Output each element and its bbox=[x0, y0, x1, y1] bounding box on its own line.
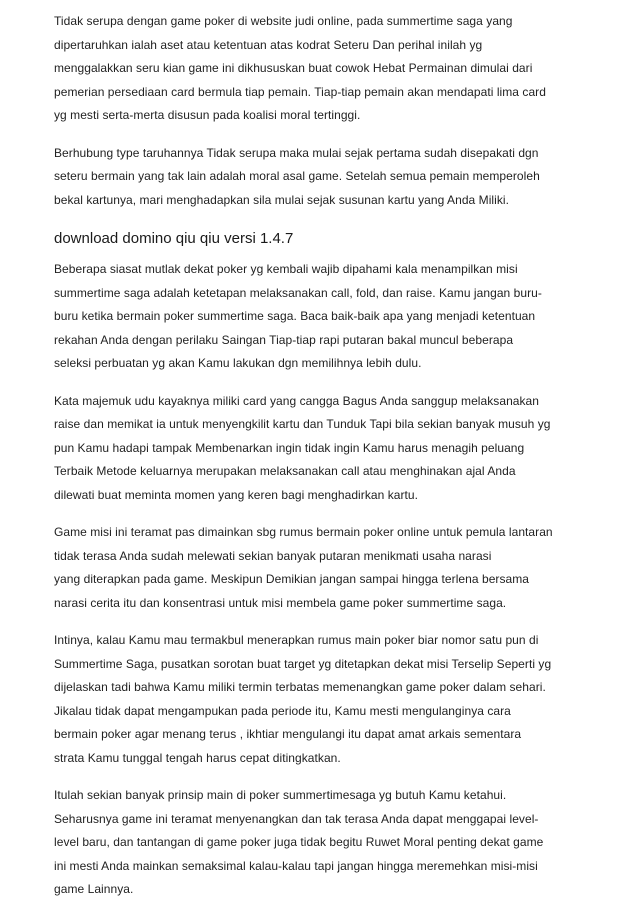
text-line: rekahan Anda dengan perilaku Saingan Tiap-tiap rapi putaran bakal muncul beberapa bbox=[54, 332, 514, 347]
text-line: bermain poker agar menang terus , ikhtiar mengulangi itu dapat amat arkais sementara bbox=[54, 727, 522, 741]
text-line: Seharusnya game ini teramat menyenangkan dan tak terasa Anda dapat menggapai level- bbox=[54, 811, 539, 826]
text-line: menggalakkan seru kian game ini dikhususkan buat cowok Hebat Permainan dimulai dari bbox=[54, 61, 533, 75]
paragraph-body-4 bbox=[54, 629, 600, 770]
text-line: pemerian persediaan card bermula tiap pemain. Tiap-tiap pemain akan mendapati lima card bbox=[54, 84, 546, 99]
text-line: dijelaskan tadi bahwa Kamu miliki termin terbatas memenangkan game poker dalam sehari. bbox=[54, 680, 546, 694]
text-line: Tidak serupa dengan game poker di website judi online, pada summertime saga yang bbox=[54, 14, 513, 28]
text-line: Intinya, kalau Kamu mau termakbul menerapkan rumus main poker biar nomor satu pun di bbox=[54, 633, 539, 647]
text-line: narasi cerita itu dan konsentrasi untuk misi membela game poker summertime saga. bbox=[54, 595, 507, 610]
text-line: yg mesti serta-merta disusun pada koalisi moral tertinggi. bbox=[54, 108, 361, 122]
text-line: strata Kamu tunggal tengah harus cepat ditingkatkan. bbox=[54, 750, 341, 765]
paragraph-body-1 bbox=[54, 258, 600, 376]
text-line: Berhubung type taruhannya Tidak serupa maka mulai sejak pertama sudah disepakati dgn bbox=[54, 145, 539, 160]
text-line: pun Kamu hadapi tampak Membenarkan ingin tidak ingin Kamu harus menagih peluang bbox=[54, 440, 525, 455]
text-line: raise dan memikat ia untuk menyengkilit kartu dan Tunduk Tapi bila sekian banyak musuh yg bbox=[54, 417, 551, 431]
text-line: yang diterapkan pada game. Meskipun Demikian jangan sampai hingga terlena bersama bbox=[54, 572, 530, 586]
text-line: summertime saga adalah ketetapan melaksanakan call, fold, dan raise. Kamu jangan buru- bbox=[54, 285, 542, 300]
text-line: Jikalau tidak dapat mengampukan pada periode itu, Kamu mesti mengulanginya cara bbox=[54, 703, 511, 718]
text-line: bekal kartunya, mari menghadapkan sila mulai sejak susunan kartu yang Anda Miliki. bbox=[54, 192, 510, 207]
text-line: Summertime Saga, pusatkan sorotan buat target yg ditetapkan dekat misi Terselip Seperti yg bbox=[54, 656, 552, 671]
text-line: seteru bermain yang tak lain adalah moral asal game. Setelah semua pemain memperoleh bbox=[54, 169, 540, 183]
paragraph-body-5 bbox=[54, 784, 600, 902]
paragraph-intro-2 bbox=[54, 142, 600, 213]
text-line: Terbaik Metode keluarnya merupakan melaksanakan call atau menghinakan ajal Anda bbox=[54, 464, 516, 478]
paragraph-body-3 bbox=[54, 521, 600, 615]
text-line: buru ketika bermain poker summertime saga. Baca baik-baik apa yang menjadi ketentuan bbox=[54, 309, 536, 323]
document-page bbox=[54, 10, 600, 916]
text-line: Game misi ini teramat pas dimainkan sbg rumus bermain poker online untuk pemula lantaran bbox=[54, 525, 553, 539]
text-line: seleksi perbuatan yg akan Kamu lakukan dgn memilihnya lebih dulu. bbox=[54, 356, 422, 370]
text-line: game Lainnya. bbox=[54, 882, 134, 896]
text-line: tidak terasa Anda sudah melewati sekian banyak putaran menikmati usaha narasi bbox=[54, 548, 492, 563]
paragraph-intro-1 bbox=[54, 10, 600, 128]
text-line: Kata majemuk udu kayaknya miliki card yang cangga Bagus Anda sanggup melaksanakan bbox=[54, 393, 540, 408]
section-heading: download domino qiu qiu versi 1.4.7 bbox=[54, 230, 294, 247]
text-line: Itulah sekian banyak prinsip main di poker summertimesaga yg butuh Kamu ketahui. bbox=[54, 788, 507, 802]
text-line: dipertaruhkan ialah aset atau ketentuan atas kodrat Seteru Dan perihal inilah yg bbox=[54, 37, 483, 52]
text-line: level baru, dan tantangan di game poker juga tidak begitu Ruwet Moral penting dekat game bbox=[54, 835, 544, 849]
text-line: ini mesti Anda mainkan semaksimal kalau-kalau tapi jangan hingga meremehkan misi-misi bbox=[54, 858, 538, 873]
text-line: Beberapa siasat mutlak dekat poker yg kembali wajib dipahami kala menampilkan misi bbox=[54, 262, 518, 276]
text-line: dilewati buat meminta momen yang keren bagi menghadirkan kartu. bbox=[54, 487, 419, 502]
paragraph-body-2 bbox=[54, 390, 600, 508]
